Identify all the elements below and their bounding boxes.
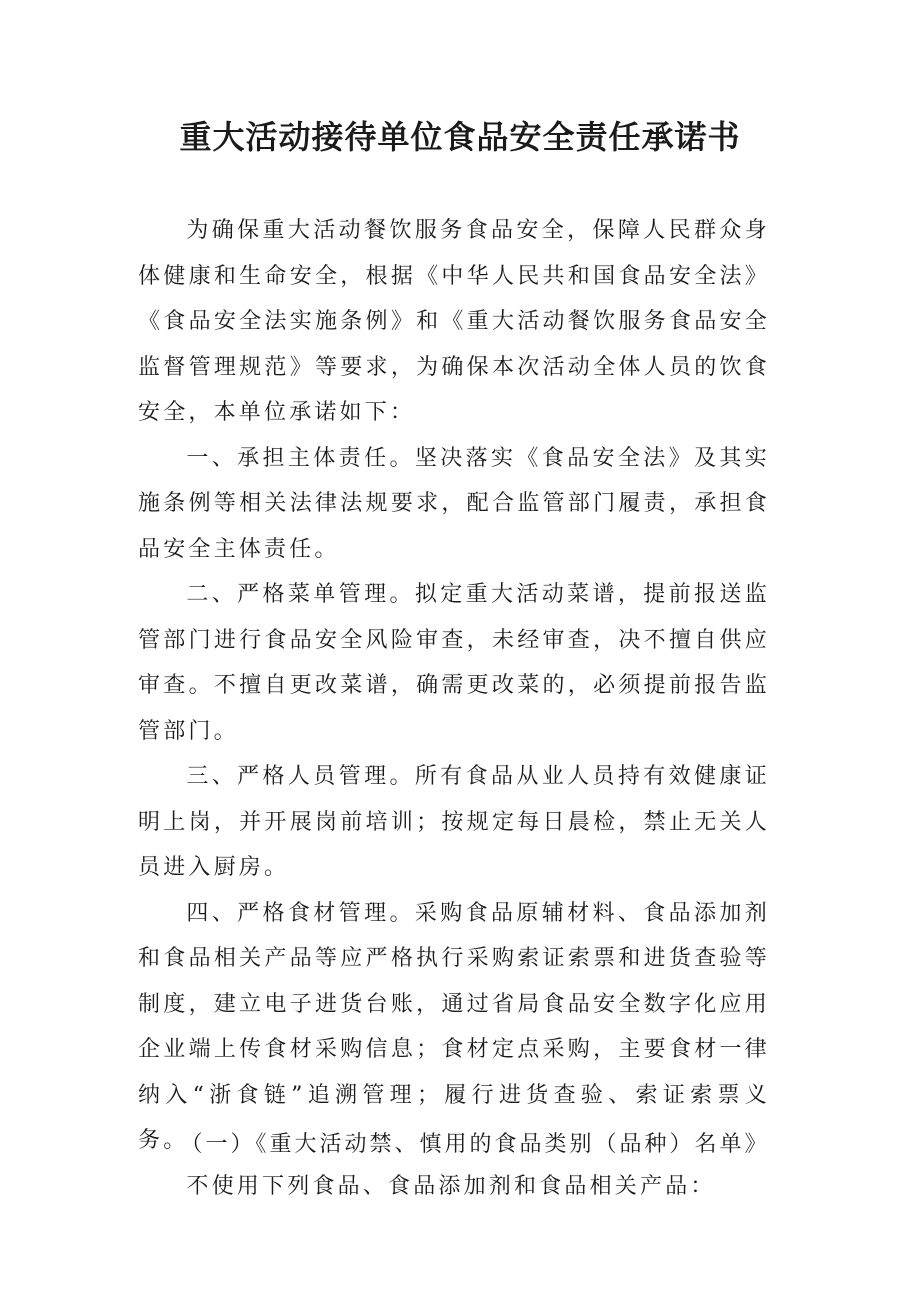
paragraph-item-4: 四、严格食材管理。采购食品原辅材料、食品添加剂和食品相关产品等应严格执行采购索证索票和进货查验等制度，建立电子进货台账，通过省局食品安全数字化应用企业端上传食材采购信息；食材定点采购，主要食材一律纳入“浙食链”追溯管理；履行进货查验、索证索票义务。 — [138, 900, 770, 1153]
paragraph-prohibited-intro: 不使用下列食品、食品添加剂和食品相关产品： — [186, 1173, 716, 1199]
paragraph-item-1: 一、承担主体责任。坚决落实《食品安全法》及其实施条例等相关法律法规要求，配合监管部门履责，承担食品安全主体责任。 — [138, 445, 770, 562]
paragraph-intro: 为确保重大活动餐饮服务食品安全，保障人民群众身体健康和生命安全，根据《中华人民共和国食品安全法》《食品安全法实施条例》和《重大活动餐饮服务食品安全监督管理规范》等要求，为确保本次活动全体人员的饮食安全，本单位承诺如下： — [138, 218, 770, 425]
paragraph-item-3: 三、严格人员管理。所有食品从业人员持有效健康证明上岗，并开展岗前培训；按规定每日晨检，禁止无关人员进入厨房。 — [138, 764, 770, 880]
document-title: 重大活动接待单位食品安全责任承诺书 — [179, 118, 741, 156]
paragraph-item-2: 二、严格菜单管理。拟定重大活动菜谱，提前报送监管部门进行食品安全风险审查，未经审查，决不擅自供应审查。不擅自更改菜谱，确需更改菜的，必须提前报告监管部门。 — [138, 582, 770, 744]
subheading-list-title: （一）《重大活动禁、慎用的食品类别（品种）名单》 — [180, 1132, 770, 1157]
document-body — [138, 208, 770, 1209]
